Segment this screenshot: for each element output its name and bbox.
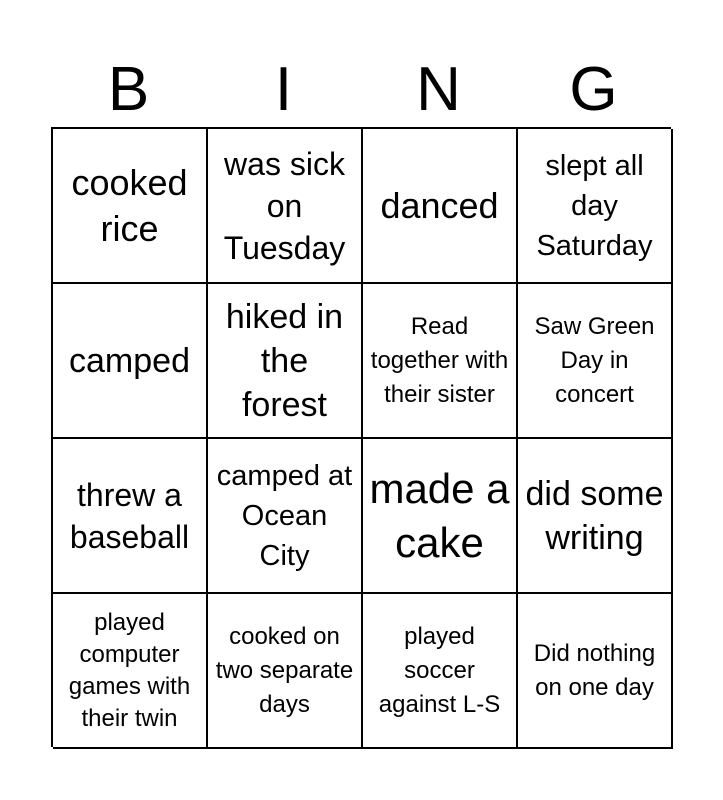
bingo-cell[interactable] (208, 284, 363, 439)
bingo-cell-text: Did nothing on one day (533, 639, 656, 701)
header-letter-i: I (274, 55, 293, 124)
bingo-cell-text: cooked on two separate days (215, 622, 354, 718)
bingo-cell-text: was sick on Tuesday (223, 145, 346, 266)
bingo-cell-text: cooked rice (71, 161, 188, 249)
bingo-cell-text: slept all day Saturday (536, 149, 653, 262)
bingo-cell-text: hiked in the forest (225, 297, 344, 424)
bingo-cell[interactable] (363, 594, 518, 749)
bingo-cell-text: danced (380, 184, 499, 226)
bingo-cell[interactable] (53, 594, 208, 749)
bingo-cell[interactable] (208, 439, 363, 594)
bingo-grid (51, 127, 671, 747)
bingo-cell[interactable] (363, 284, 518, 439)
bingo-cell-text: played soccer against L-S (378, 622, 501, 718)
bingo-cell[interactable] (363, 129, 518, 284)
bingo-cell-text: camped (69, 341, 190, 380)
bingo-cell[interactable] (518, 594, 673, 749)
bingo-cell[interactable] (53, 439, 208, 594)
header-letter-b: B (107, 55, 150, 124)
bingo-cell-text: Read together with their sister (370, 312, 509, 408)
bingo-cell[interactable] (53, 129, 208, 284)
bingo-cell-text: did some writing (525, 474, 664, 557)
header-letter-n: N (416, 55, 461, 124)
bingo-cell-text: camped at Ocean City (216, 459, 353, 572)
bingo-cell[interactable] (363, 439, 518, 594)
bingo-cell-text: threw a baseball (69, 476, 190, 555)
bingo-cell[interactable] (53, 284, 208, 439)
bingo-cell-text: Saw Green Day in concert (534, 312, 655, 408)
bingo-cell[interactable] (208, 594, 363, 749)
bingo-cell[interactable] (518, 439, 673, 594)
bingo-cell[interactable] (518, 284, 673, 439)
bingo-header (51, 52, 671, 128)
bingo-cell-text: made a cake (369, 464, 510, 566)
header-letter-g: G (569, 55, 618, 124)
bingo-cell-text: played computer games with their twin (68, 608, 191, 732)
bingo-cell[interactable] (208, 129, 363, 284)
bingo-cell[interactable] (518, 129, 673, 284)
